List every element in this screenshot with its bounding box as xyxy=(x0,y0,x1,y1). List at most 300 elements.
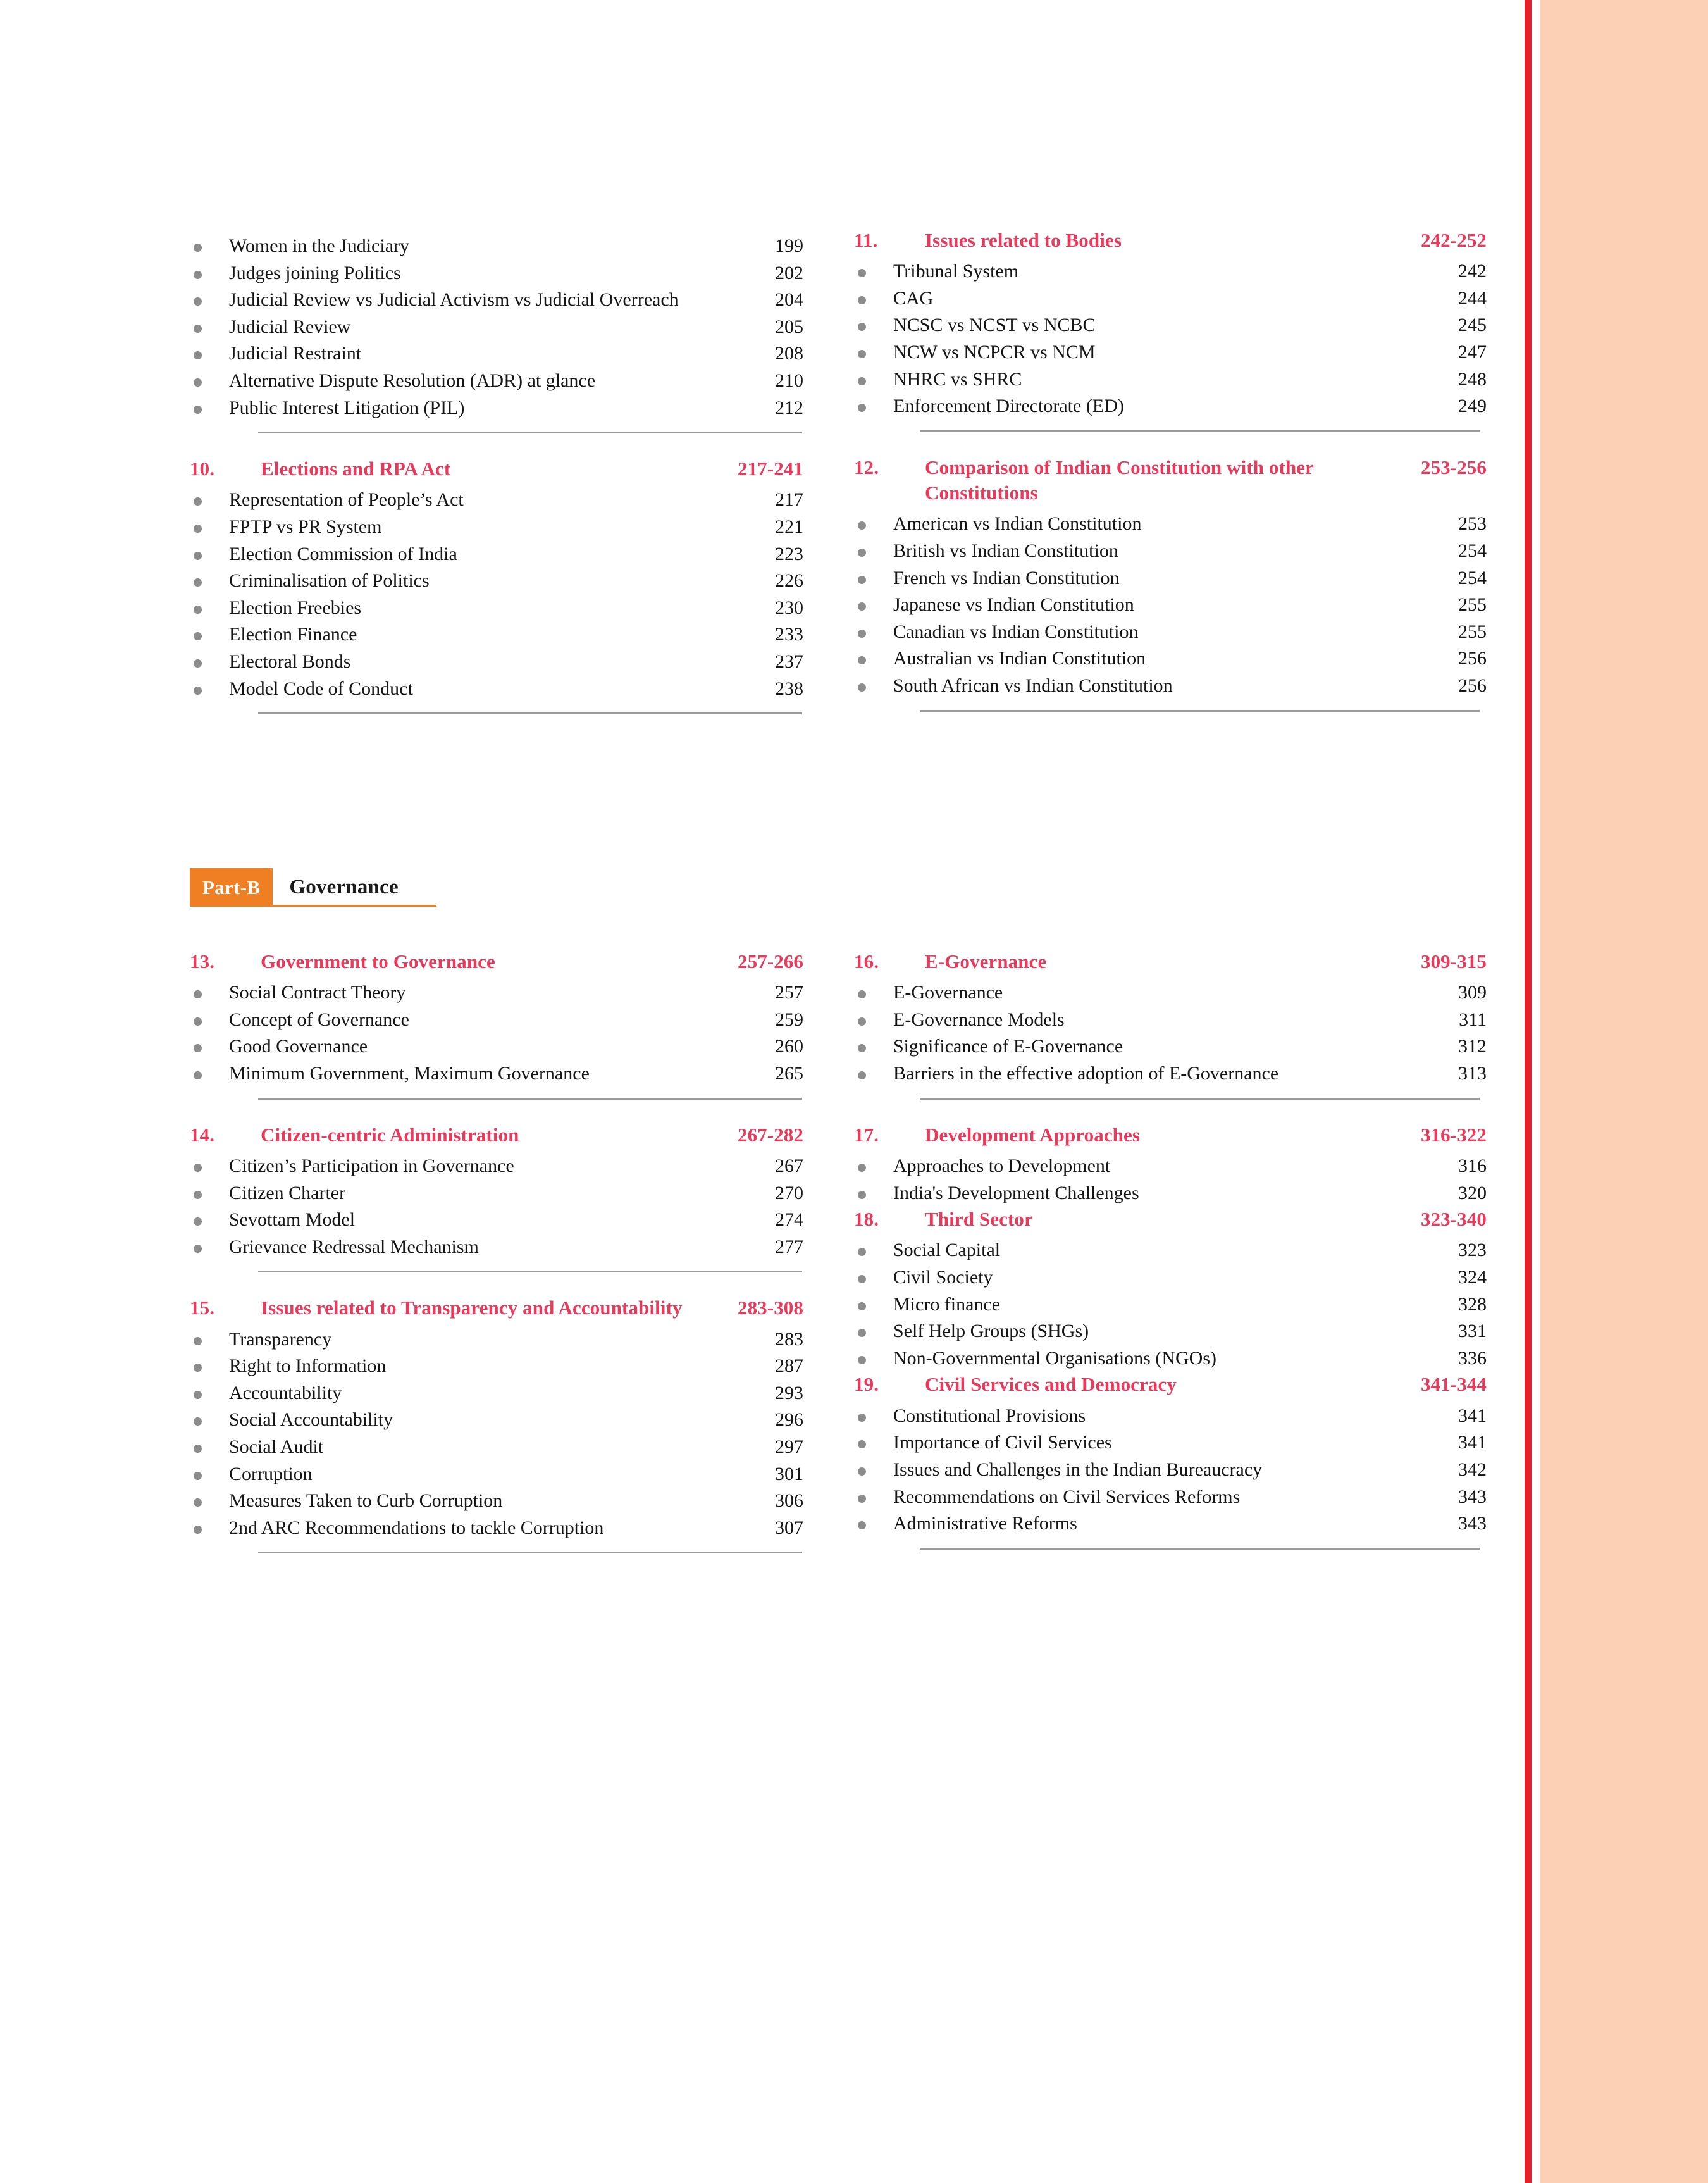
bullet-icon xyxy=(854,312,893,331)
toc-subitem-label: E-Governance xyxy=(893,982,1003,1004)
toc-chapter-number: 18. xyxy=(854,1208,879,1231)
toc-subitem-page-number: 342 xyxy=(1458,1458,1487,1480)
bullet-dot-icon xyxy=(858,1071,866,1079)
toc-chapter-page-range: 316-322 xyxy=(1420,1123,1487,1146)
toc-subitem[interactable] xyxy=(190,514,803,541)
toc-subitem[interactable] xyxy=(190,1007,803,1034)
bullet-dot-icon xyxy=(194,990,202,998)
bullet-dot-icon xyxy=(858,1017,866,1026)
bullet-icon xyxy=(190,514,229,533)
toc-chapter xyxy=(854,1207,1487,1372)
toc-subitem-label: Accountability xyxy=(229,1382,342,1403)
toc-subitem-page-number: 296 xyxy=(775,1409,803,1431)
toc-subitem[interactable] xyxy=(190,1407,803,1434)
toc-subitem-page-number: 287 xyxy=(775,1355,803,1377)
toc-subitem-page-number: 226 xyxy=(775,570,803,592)
toc-subitem-list xyxy=(190,233,803,421)
bullet-dot-icon xyxy=(194,1017,202,1026)
toc-subitem-label: Corruption xyxy=(229,1463,313,1484)
toc-subitem-page-number: 257 xyxy=(775,982,803,1004)
toc-chapter-heading[interactable] xyxy=(854,949,1487,974)
bullet-icon xyxy=(190,1207,229,1226)
toc-subitem[interactable] xyxy=(190,1234,803,1261)
toc-chapter-heading[interactable] xyxy=(190,1295,803,1321)
bullet-icon xyxy=(854,339,893,358)
bullet-dot-icon xyxy=(858,521,866,530)
toc-subitem[interactable] xyxy=(854,312,1487,339)
bullet-dot-icon xyxy=(858,404,866,412)
toc-subitem[interactable] xyxy=(190,1060,803,1088)
toc-chapter-page-range: 323-340 xyxy=(1420,1208,1487,1231)
toc-subitem[interactable] xyxy=(190,233,803,260)
toc-subitem[interactable] xyxy=(190,314,803,341)
bullet-dot-icon xyxy=(194,1364,202,1372)
bullet-dot-icon xyxy=(858,602,866,611)
bullet-icon xyxy=(854,511,893,530)
toc-subitem[interactable] xyxy=(190,395,803,422)
bullet-icon xyxy=(190,980,229,998)
toc-chapter-title: E-Governance xyxy=(925,950,1047,973)
bullet-dot-icon xyxy=(858,1248,866,1256)
toc-subitem[interactable] xyxy=(854,1180,1487,1207)
bullet-icon xyxy=(854,1033,893,1052)
bullet-icon xyxy=(190,1515,229,1534)
toc-subitem-label: Significance of E-Governance xyxy=(893,1036,1123,1057)
toc-subitem-page-number: 253 xyxy=(1458,513,1487,535)
toc-subitem[interactable] xyxy=(854,1345,1487,1372)
bullet-icon xyxy=(190,1234,229,1253)
toc-subitem[interactable] xyxy=(190,1033,803,1060)
bullet-dot-icon xyxy=(194,406,202,414)
toc-chapter-heading[interactable] xyxy=(190,949,803,974)
bullet-icon xyxy=(854,258,893,277)
bullet-dot-icon xyxy=(194,325,202,333)
toc-subitem[interactable] xyxy=(854,366,1487,394)
bullet-icon xyxy=(190,1488,229,1507)
toc-subitem[interactable] xyxy=(190,568,803,595)
toc-subitem-label: Public Interest Litigation (PIL) xyxy=(229,397,465,418)
toc-column-right-bottom xyxy=(854,949,1487,1572)
toc-subitem[interactable] xyxy=(190,1434,803,1461)
toc-subitem[interactable] xyxy=(190,595,803,622)
bullet-icon xyxy=(854,1180,893,1199)
toc-subitem[interactable] xyxy=(854,645,1487,673)
toc-subitem[interactable] xyxy=(854,1153,1487,1180)
bullet-icon xyxy=(854,980,893,998)
bullet-icon xyxy=(190,1434,229,1453)
toc-subitem-page-number: 249 xyxy=(1458,395,1487,417)
toc-subitem[interactable] xyxy=(854,1403,1487,1430)
toc-subitem-page-number: 343 xyxy=(1458,1486,1487,1507)
bullet-dot-icon xyxy=(858,656,866,664)
toc-subitem-label: French vs Indian Constitution xyxy=(893,567,1120,588)
toc-chapter xyxy=(190,949,803,1123)
bullet-dot-icon xyxy=(858,1495,866,1503)
toc-subitem[interactable] xyxy=(190,541,803,568)
toc-chapter xyxy=(854,455,1487,735)
toc-subitem-page-number: 202 xyxy=(775,262,803,283)
toc-chapter-heading[interactable] xyxy=(190,1123,803,1148)
toc-subitem-list xyxy=(854,511,1487,699)
bullet-dot-icon xyxy=(858,1440,866,1448)
bullet-icon xyxy=(854,645,893,664)
bullet-dot-icon xyxy=(858,683,866,692)
toc-subitem-label: CAG xyxy=(893,287,934,309)
toc-subitem-label: Judicial Restraint xyxy=(229,343,362,364)
toc-section-gap xyxy=(854,432,1487,455)
page-edge-red-rule xyxy=(1525,0,1532,2183)
bullet-icon xyxy=(854,673,893,692)
bullet-dot-icon xyxy=(194,1472,202,1480)
toc-subitem-label: NCSC vs NCST vs NCBC xyxy=(893,314,1096,336)
toc-subitem-page-number: 210 xyxy=(775,370,803,391)
page-edge-peach-band xyxy=(1540,0,1708,2183)
toc-subitem-label: Social Contract Theory xyxy=(229,982,406,1004)
toc-subitem-label: Minimum Government, Maximum Governance xyxy=(229,1063,590,1085)
toc-column-right-top xyxy=(854,228,1487,735)
bullet-dot-icon xyxy=(858,1414,866,1422)
bullet-icon xyxy=(190,1060,229,1079)
toc-subitem[interactable] xyxy=(190,1207,803,1234)
toc-subitem-page-number: 312 xyxy=(1458,1036,1487,1057)
toc-subitem-page-number: 267 xyxy=(775,1155,803,1176)
toc-subitem-label: Administrative Reforms xyxy=(893,1513,1077,1534)
toc-subitem-page-number: 259 xyxy=(775,1009,803,1030)
toc-subitem[interactable] xyxy=(190,1380,803,1407)
toc-subitem-label: Constitutional Provisions xyxy=(893,1405,1086,1426)
bullet-dot-icon xyxy=(194,525,202,533)
toc-chapter xyxy=(854,1123,1487,1207)
bullet-icon xyxy=(854,1457,893,1476)
toc-subitem-label: FPTP vs PR System xyxy=(229,516,382,538)
toc-bottom-columns xyxy=(0,949,1525,1576)
toc-subitem-list xyxy=(190,1326,803,1542)
bullet-dot-icon xyxy=(858,1044,866,1052)
bullet-dot-icon xyxy=(194,1417,202,1426)
toc-chapter-page-range: 283-308 xyxy=(737,1297,803,1319)
bullet-icon xyxy=(854,366,893,385)
toc-subitem-label: Civil Society xyxy=(893,1267,993,1288)
bullet-icon xyxy=(190,368,229,387)
bullet-icon xyxy=(190,1007,229,1026)
bullet-icon xyxy=(190,1033,229,1052)
bullet-icon xyxy=(854,1291,893,1310)
toc-subitem-page-number: 316 xyxy=(1458,1155,1487,1176)
toc-section-gap xyxy=(854,1100,1487,1123)
toc-subitem-page-number: 242 xyxy=(1458,261,1487,282)
bullet-icon xyxy=(190,568,229,587)
toc-subitem-page-number: 238 xyxy=(775,678,803,699)
toc-subitem-page-number: 297 xyxy=(775,1436,803,1458)
toc-subitem-label: Concept of Governance xyxy=(229,1009,409,1030)
toc-subitem-label: Enforcement Directorate (ED) xyxy=(893,395,1124,417)
toc-subitem-label: Alternative Dispute Resolution (ADR) at glance xyxy=(229,370,596,391)
toc-subitem-label: Judicial Review vs Judicial Activism vs Judicial Overreach xyxy=(229,289,679,311)
toc-subitem-list xyxy=(854,1237,1487,1372)
bullet-dot-icon xyxy=(858,269,866,277)
bullet-dot-icon xyxy=(194,351,202,359)
bullet-dot-icon xyxy=(194,578,202,587)
toc-subitem[interactable] xyxy=(854,1033,1487,1060)
bullet-dot-icon xyxy=(858,1164,866,1172)
toc-subitem[interactable] xyxy=(854,285,1487,313)
toc-subitem-label: E-Governance Models xyxy=(893,1009,1065,1030)
bullet-dot-icon xyxy=(194,687,202,695)
toc-subitem-label: Micro finance xyxy=(893,1293,1001,1315)
toc-chapter xyxy=(190,1295,803,1576)
bullet-icon xyxy=(854,1318,893,1337)
toc-subitem-page-number: 301 xyxy=(775,1463,803,1484)
toc-subitem-page-number: 307 xyxy=(775,1517,803,1538)
toc-subitem[interactable] xyxy=(190,260,803,287)
bullet-icon xyxy=(190,487,229,506)
toc-subitem-page-number: 212 xyxy=(775,397,803,418)
toc-subitem-label: American vs Indian Constitution xyxy=(893,513,1142,535)
toc-chapter-number: 14. xyxy=(190,1123,215,1146)
toc-chapter-title: Government to Governance xyxy=(261,950,495,973)
toc-chapter-number: 15. xyxy=(190,1297,215,1319)
toc-subitem[interactable] xyxy=(854,619,1487,646)
toc-subitem[interactable] xyxy=(190,1153,803,1180)
bullet-icon xyxy=(854,1264,893,1283)
toc-subitem-page-number: 331 xyxy=(1458,1321,1487,1342)
bullet-dot-icon xyxy=(858,549,866,557)
bullet-icon xyxy=(190,676,229,695)
toc-subitem-label: Grievance Redressal Mechanism xyxy=(229,1236,479,1257)
bullet-dot-icon xyxy=(858,1356,866,1364)
toc-chapter-number: 17. xyxy=(854,1123,879,1146)
toc-subitem[interactable] xyxy=(190,368,803,395)
toc-subitem-page-number: 341 xyxy=(1458,1432,1487,1453)
bullet-icon xyxy=(854,1403,893,1422)
toc-subitem[interactable] xyxy=(190,1326,803,1353)
bullet-icon xyxy=(854,393,893,412)
toc-subitem-label: Sevottam Model xyxy=(229,1209,356,1231)
bullet-dot-icon xyxy=(194,244,202,252)
toc-column-left-top xyxy=(190,228,803,737)
part-b-title-wrap xyxy=(273,868,436,907)
toc-chapter-page-range: 309-315 xyxy=(1420,950,1487,973)
bullet-icon xyxy=(854,1237,893,1256)
bullet-dot-icon xyxy=(858,1191,866,1199)
bullet-icon xyxy=(190,621,229,640)
toc-subitem[interactable] xyxy=(854,1060,1487,1088)
toc-subitem-page-number: 255 xyxy=(1458,621,1487,642)
toc-subitem-page-number: 277 xyxy=(775,1236,803,1257)
toc-chapter-title: Civil Services and Democracy xyxy=(925,1373,1177,1396)
bullet-dot-icon xyxy=(858,1302,866,1310)
toc-section-gap xyxy=(190,1272,803,1295)
bullet-dot-icon xyxy=(858,323,866,331)
toc-chapter xyxy=(854,228,1487,455)
toc-subitem[interactable] xyxy=(854,1237,1487,1264)
toc-subitem-page-number: 244 xyxy=(1458,287,1487,309)
toc-subitem[interactable] xyxy=(854,1457,1487,1484)
toc-subitem-page-number: 311 xyxy=(1459,1009,1487,1030)
bullet-icon xyxy=(854,1153,893,1172)
toc-chapter-number: 11. xyxy=(854,229,878,251)
toc-subitem[interactable] xyxy=(854,339,1487,366)
toc-subitem[interactable] xyxy=(854,511,1487,538)
toc-subitem-page-number: 293 xyxy=(775,1382,803,1403)
bullet-dot-icon xyxy=(858,1521,866,1529)
bullet-dot-icon xyxy=(194,1391,202,1399)
bullet-dot-icon xyxy=(858,576,866,584)
toc-subitem[interactable] xyxy=(190,1461,803,1488)
toc-subitem-page-number: 254 xyxy=(1458,540,1487,562)
toc-subitem[interactable] xyxy=(854,1007,1487,1034)
toc-chapter-title: Elections and RPA Act xyxy=(261,457,451,480)
bullet-dot-icon xyxy=(194,1217,202,1226)
toc-subitem-page-number: 254 xyxy=(1458,567,1487,588)
bullet-icon xyxy=(190,595,229,614)
toc-subitem-label: Recommendations on Civil Services Reforms xyxy=(893,1486,1241,1507)
toc-chapter-heading[interactable] xyxy=(854,1123,1487,1148)
toc-chapter xyxy=(190,456,803,737)
toc-subitem-label: Approaches to Development xyxy=(893,1155,1111,1176)
bullet-icon xyxy=(190,287,229,306)
toc-subitem[interactable] xyxy=(854,980,1487,1007)
toc-subitem-label: Social Accountability xyxy=(229,1409,393,1431)
toc-subitem-page-number: 205 xyxy=(775,316,803,337)
toc-chapter xyxy=(190,233,803,456)
bullet-icon xyxy=(854,592,893,611)
toc-section-gap xyxy=(190,714,803,737)
toc-subitem-label: Issues and Challenges in the Indian Bureaucracy xyxy=(893,1458,1263,1480)
bullet-icon xyxy=(190,1326,229,1345)
toc-chapter-heading[interactable] xyxy=(854,1372,1487,1397)
toc-subitem-label: British vs Indian Constitution xyxy=(893,540,1118,562)
toc-subitem[interactable] xyxy=(854,393,1487,420)
toc-chapter-number: 12. xyxy=(854,456,879,478)
bullet-icon xyxy=(190,260,229,279)
toc-subitem[interactable] xyxy=(190,676,803,703)
toc-subitem[interactable] xyxy=(854,1510,1487,1538)
toc-chapter-page-range: 217-241 xyxy=(737,457,803,480)
toc-chapter-heading[interactable] xyxy=(190,456,803,482)
toc-subitem[interactable] xyxy=(190,621,803,649)
toc-subitem-label: Election Commission of India xyxy=(229,543,457,564)
toc-subitem-label: Transparency xyxy=(229,1328,332,1350)
bullet-icon xyxy=(854,619,893,638)
bullet-icon xyxy=(854,565,893,584)
bullet-dot-icon xyxy=(194,378,202,387)
toc-subitem-label: Election Finance xyxy=(229,624,357,645)
bullet-dot-icon xyxy=(194,1071,202,1079)
bullet-icon xyxy=(854,285,893,304)
toc-subitem[interactable] xyxy=(854,258,1487,285)
toc-subitem[interactable] xyxy=(190,1353,803,1380)
toc-subitem[interactable] xyxy=(854,565,1487,592)
toc-chapter-page-range: 267-282 xyxy=(737,1123,803,1146)
toc-subitem-page-number: 283 xyxy=(775,1328,803,1350)
toc-subitem[interactable] xyxy=(190,649,803,676)
toc-column-left-bottom xyxy=(190,949,803,1576)
toc-subitem[interactable] xyxy=(190,487,803,514)
toc-subitem[interactable] xyxy=(854,538,1487,565)
toc-subitem-page-number: 248 xyxy=(1458,368,1487,390)
toc-chapter-title: Issues related to Bodies xyxy=(925,229,1122,251)
bullet-icon xyxy=(190,1407,229,1426)
toc-subitem-list xyxy=(854,1153,1487,1207)
bullet-dot-icon xyxy=(194,1337,202,1345)
toc-section-gap xyxy=(190,1553,803,1576)
toc-subitem-page-number: 323 xyxy=(1458,1240,1487,1261)
bullet-dot-icon xyxy=(194,1044,202,1052)
toc-subitem-list xyxy=(190,1153,803,1260)
toc-subitem-page-number: 256 xyxy=(1458,675,1487,697)
toc-subitem[interactable] xyxy=(190,287,803,314)
toc-subitem-label: 2nd ARC Recommendations to tackle Corruption xyxy=(229,1517,604,1538)
bullet-icon xyxy=(190,340,229,359)
toc-subitem-label: Criminalisation of Politics xyxy=(229,570,430,592)
toc-subitem-page-number: 255 xyxy=(1458,594,1487,616)
part-b-badge: Part-B xyxy=(190,868,273,907)
toc-subitem-list xyxy=(854,980,1487,1087)
toc-subitem[interactable] xyxy=(854,673,1487,700)
bullet-dot-icon xyxy=(194,497,202,506)
toc-subitem[interactable] xyxy=(854,1484,1487,1511)
bullet-icon xyxy=(190,649,229,668)
toc-chapter-heading[interactable] xyxy=(854,1207,1487,1232)
toc-subitem[interactable] xyxy=(854,1429,1487,1457)
bullet-dot-icon xyxy=(858,296,866,304)
toc-subitem-label: Social Capital xyxy=(893,1240,1001,1261)
toc-chapter-title: Comparison of Indian Constitution with other Constitutions xyxy=(925,456,1314,504)
toc-subitem-list xyxy=(854,1403,1487,1538)
toc-subitem[interactable] xyxy=(854,1318,1487,1345)
bullet-dot-icon xyxy=(858,350,866,358)
toc-chapter-heading[interactable] xyxy=(854,455,1487,506)
toc-subitem[interactable] xyxy=(190,1180,803,1207)
toc-subitem-page-number: 223 xyxy=(775,543,803,564)
bullet-dot-icon xyxy=(194,1526,202,1534)
bullet-dot-icon xyxy=(194,632,202,640)
toc-subitem-page-number: 256 xyxy=(1458,648,1487,669)
toc-chapter-heading[interactable] xyxy=(854,228,1487,253)
toc-subitem-label: Representation of People’s Act xyxy=(229,489,464,511)
toc-subitem-page-number: 313 xyxy=(1458,1063,1487,1085)
toc-subitem-label: Judges joining Politics xyxy=(229,262,401,283)
toc-subitem-label: Non-Governmental Organisations (NGOs) xyxy=(893,1347,1217,1369)
toc-subitem-label: Citizen Charter xyxy=(229,1182,346,1203)
toc-subitem[interactable] xyxy=(190,340,803,368)
toc-subitem-page-number: 320 xyxy=(1458,1182,1487,1203)
toc-subitem[interactable] xyxy=(854,1264,1487,1291)
part-b-title: Governance xyxy=(289,876,399,899)
toc-subitem-page-number: 247 xyxy=(1458,342,1487,363)
bullet-icon xyxy=(854,1345,893,1364)
toc-subitem-page-number: 230 xyxy=(775,597,803,618)
toc-subitem[interactable] xyxy=(854,1291,1487,1319)
toc-subitem-page-number: 306 xyxy=(775,1490,803,1512)
toc-subitem-label: Measures Taken to Curb Corruption xyxy=(229,1490,503,1512)
bullet-icon xyxy=(854,538,893,557)
toc-subitem[interactable] xyxy=(854,592,1487,619)
toc-subitem[interactable] xyxy=(190,1488,803,1515)
toc-subitem-page-number: 324 xyxy=(1458,1267,1487,1288)
toc-subitem-label: Election Freebies xyxy=(229,597,362,618)
toc-chapter-number: 13. xyxy=(190,950,215,973)
bullet-icon xyxy=(190,395,229,414)
toc-subitem-label: Citizen’s Participation in Governance xyxy=(229,1155,514,1176)
toc-subitem-label: Good Governance xyxy=(229,1036,368,1057)
toc-subitem[interactable] xyxy=(190,1515,803,1542)
toc-subitem[interactable] xyxy=(190,980,803,1007)
toc-chapter-page-range: 257-266 xyxy=(737,950,803,973)
toc-subitem-page-number: 274 xyxy=(775,1209,803,1231)
bullet-dot-icon xyxy=(194,1245,202,1253)
